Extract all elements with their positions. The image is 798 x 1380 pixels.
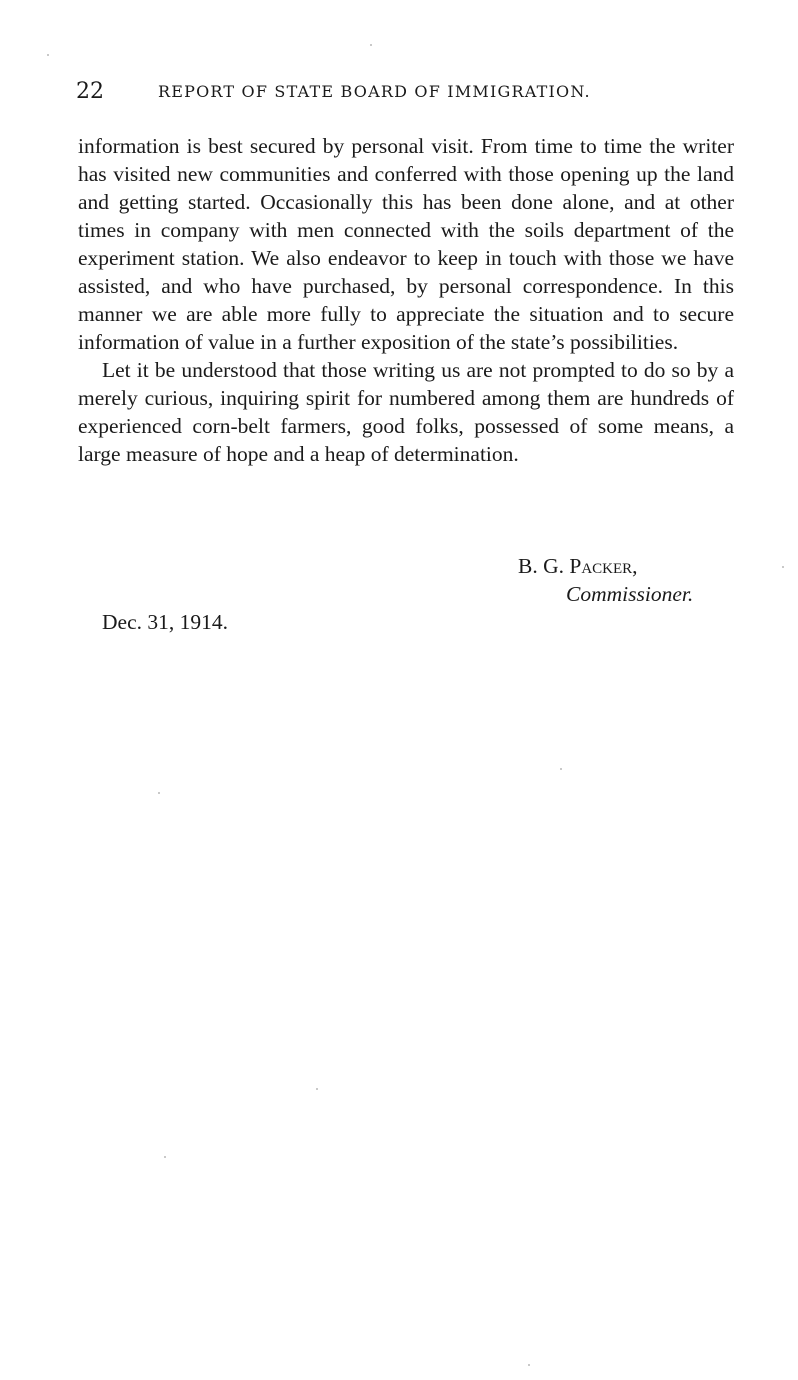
body-text [78, 132, 734, 468]
paper-speck [158, 792, 160, 794]
paper-speck [560, 768, 562, 770]
paper-speck [782, 566, 784, 568]
paper-speck [47, 54, 49, 56]
signature-punct: , [632, 554, 638, 578]
paragraph-continuation: information is best secured by personal visit. From time to time the writer has visited new communities and conferred with those opening up the land and getting started. Occasionally this has been done alone, and at other times in company with men connected with the soils department of the experiment station. We also endeavor to keep in touch with those we have assisted, and who have purchased, by personal correspondence. In this manner we are able more fully to appreciate the situation and to secure information of value in a further exposition of the state’s possibilities. [78, 134, 734, 354]
running-head-title: REPORT OF STATE BOARD OF IMMIGRATION. [158, 82, 591, 101]
paragraph: Let it be understood that those writing us are not prompted to do so by a merely curious, inquiring spirit for numbered among them are hundreds of experienced corn-belt farmers, good folks, possessed of some means, a large measure of hope and a heap of determination. [78, 358, 734, 466]
paper-speck [370, 44, 372, 46]
signature-name [518, 552, 638, 580]
paper-speck [164, 1156, 166, 1158]
signature-surname: Packer [569, 554, 633, 578]
page-number: 22 [76, 79, 104, 104]
paper-speck [316, 1088, 318, 1090]
paper-speck [528, 1364, 530, 1366]
date-line: Dec. 31, 1914. [102, 610, 228, 634]
signature-initials: B. G. [518, 554, 564, 578]
signature-title: Commissioner. [566, 582, 694, 606]
running-head [76, 78, 736, 106]
